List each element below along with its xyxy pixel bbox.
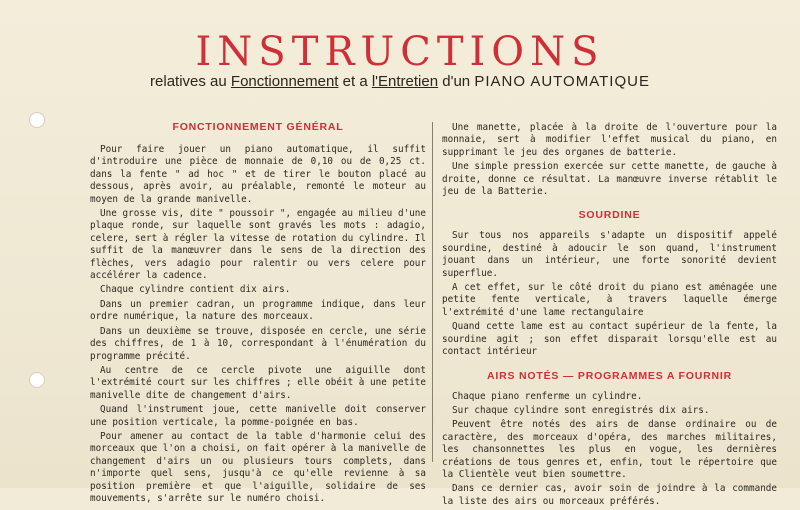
punch-hole-bottom — [29, 372, 45, 388]
subtitle-text: et a — [338, 73, 372, 90]
paragraph: Dans ce dernier cas, avoir soin de joindre à la commande la liste des airs ou morceaux préférés. — [442, 483, 777, 507]
paragraph: A cet effet, sur le côté droit du piano est aménagée une petite fente verticale, à travers laquelle émerge l'extrémité d'une lame rectangulaire — [442, 282, 777, 318]
paragraph: Sur tous nos appareils s'adapte un dispositif appelé sourdine, destiné à adoucir le son quand, l'instrument jouant dans un intérieur, une forte sonorité devient superflue. — [442, 230, 777, 279]
paragraph: Une simple pression exercée sur cette manette, de gauche à droite, donne ce résultat. La manœuvre inverse rétablit le jeu de la Batterie. — [442, 161, 777, 198]
paragraph: Au centre de ce cercle pivote une aiguille dont l'extrémité court sur les chiffres ; elle obéit à une petite manivelle dite de changement d'airs. — [90, 364, 426, 401]
subtitle-entretien: l'Entretien — [371, 73, 439, 90]
heading-airs-notes: AIRS NOTÉS — PROGRAMMES A FOURNIR — [487, 369, 732, 382]
paragraph: Une manette, placée à la droite de l'ouverture pour la monnaie, sert à modifier l'effet musical du piano, en supprimant le jeu des organes de batterie. — [442, 122, 777, 158]
paragraph: Dans un premier cadran, un programme indique, dans leur ordre numérique, la nature des morceaux. — [90, 298, 426, 323]
paragraph: Chaque piano renferme un cylindre. — [452, 390, 643, 402]
page-subtitle — [0, 72, 800, 92]
paragraph: Peuvent être notés des airs de danse ordinaire ou de caractère, des morceaux d'opéra, des marches militaires, les chansonnettes les plus en vogue, les dernières créations de tous genres et, enfin, tout le répertoire que la Clientèle veut bien soumettre. — [442, 419, 777, 480]
paragraph: Quand l'instrument joue, cette manivelle doit conserver une position verticale, la pomme-poignée en bas. — [90, 404, 426, 428]
subtitle-piano: PIANO AUTOMATIQUE — [474, 73, 650, 90]
paragraph: Chaque cylindre contient dix airs. — [100, 284, 291, 296]
heading-fonctionnement: FONCTIONNEMENT GÉNÉRAL — [172, 121, 344, 133]
paragraph: Quand cette lame est au contact supérieur de la fente, la sourdine agit ; son effet disparait lorsqu'elle est au contact intérieur — [442, 321, 777, 358]
paragraph: Dans un deuxième se trouve, disposée en cercle, une série des chiffres, de 1 à 10, correspondant à l'énumération du programme précité. — [90, 325, 426, 362]
right-column — [442, 122, 777, 510]
column-divider — [432, 122, 433, 462]
paragraph: Pour amener au contact de la table d'harmonie celui des morceaux que l'on a choisi, on fait opérer à la manivelle de changement d'airs un ou plusieurs tours complets, dans n'importe quel sens, jusqu'à ce qu'elle revienne à sa position première et que l'aiguille, solidaire de ses mouvements, s'arrête sur le numéro choisi. — [90, 430, 426, 504]
page-title: INSTRUCTIONS — [195, 29, 605, 75]
subtitle-fonctionnement: Fonctionnement — [230, 73, 339, 90]
subtitle-text: d'un — [438, 73, 475, 90]
heading-sourdine: SOURDINE — [578, 209, 641, 222]
punch-hole-top — [29, 112, 45, 128]
paragraph: Une grosse vis, dite " poussoir ", engagée au milieu d'une plaque ronde, sur laquelle sont gravés les mots : adagio, celere, sert à régler la vitesse de rotation du cylindre. Il suffit de la manœuvrer dans le sens de la direction des flèches, vers adagio pour ralentir ou vers celere pour accélérer la cadence. — [90, 208, 426, 282]
subtitle-text: relatives au — [150, 73, 231, 90]
paragraph: Sur chaque cylindre sont enregistrés dix airs. — [452, 404, 710, 416]
left-column — [90, 144, 426, 507]
paragraph: Pour faire jouer un piano automatique, il suffit d'introduire une pièce de monnaie de 0,10 ou de 0,25 ct. dans la fente " ad hoc " et de tirer le bouton placé au dessous, après avoir, au préalable, remonté le moteur au moyen de la grande manivelle. — [90, 144, 426, 205]
